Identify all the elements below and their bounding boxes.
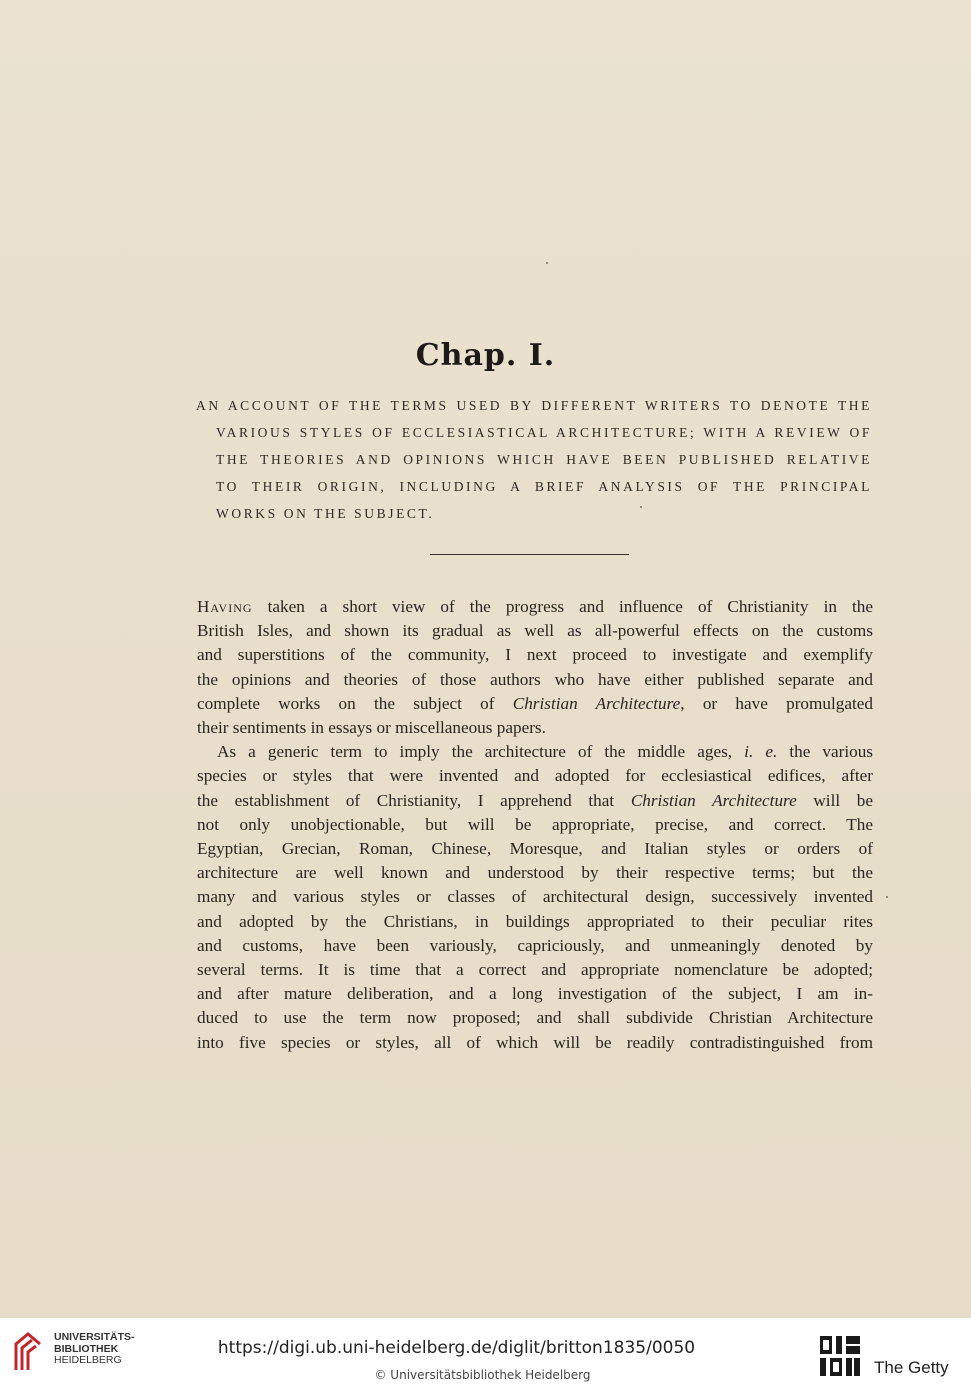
paragraph-line: several terms. It is time that a correct and appropriate nomenclature be adopted; <box>197 960 873 980</box>
paragraph-line: British Isles, and shown its gradual as well as all-powerful effects on the customs <box>197 621 873 641</box>
italic-term: i. e. <box>744 742 778 762</box>
section-divider <box>430 554 629 555</box>
chapter-heading: Chap. I. <box>415 338 556 373</box>
summary-line: VARIOUS STYLES OF ECCLESIASTICAL ARCHITECTURE; WITH A REVIEW OF <box>216 425 872 440</box>
paragraph-line: architecture are well known and understood by their respective terms; but the <box>197 863 873 883</box>
paragraph-line: Egyptian, Grecian, Roman, Chinese, Moresque, and Italian styles or orders of <box>197 839 873 859</box>
summary-line: WORKS ON THE SUBJECT. <box>216 506 435 521</box>
paragraph-line: species or styles that were invented and adopted for ecclesiastical edifices, after <box>197 766 873 786</box>
opening-word: Having <box>197 597 253 616</box>
paragraph-line: Having taken a short view of the progress and influence of Christianity in the <box>197 597 873 616</box>
paragraph-line: and superstitions of the community, I next proceed to investigate and exemplify <box>197 645 873 665</box>
chapter-summary <box>196 392 872 527</box>
paragraph-line: and adopted by the Christians, in buildings appropriated to their peculiar rites <box>197 911 873 931</box>
paragraph-line: not only unobjectionable, but will be appropriate, precise, and correct. The <box>197 814 873 834</box>
permalink-url[interactable]: https://digi.ub.uni-heidelberg.de/diglit/britton1835/0050 <box>217 1338 696 1358</box>
library-name[interactable]: UNIVERSITÄTS- BIBLIOTHEK HEIDELBERG <box>54 1331 135 1366</box>
paper-speck <box>886 896 888 898</box>
paragraph-line: As a generic term to imply the architecture of the middle ages, i. e. the various <box>217 742 873 762</box>
italic-term: Christian Architecture <box>512 693 681 713</box>
getty-logo-icon[interactable] <box>818 1334 862 1378</box>
summary-line: AN ACCOUNT OF THE TERMS USED BY DIFFERENT WRITERS TO DENOTE THE <box>196 398 872 413</box>
chapter-body <box>197 595 873 1055</box>
paragraph-line: complete works on the subject of Christian Architecture, or have promulgated <box>197 693 873 713</box>
paragraph-line: their sentiments in essays or miscellaneous papers. <box>197 718 546 738</box>
paragraph-line: the establishment of Christianity, I apprehend that Christian Architecture will be <box>197 790 873 810</box>
paragraph-line: many and various styles or classes of architectural design, successively invented <box>197 887 873 907</box>
viewer-footer <box>0 1318 971 1392</box>
paragraph-line: into five species or styles, all of which will be readily contradistinguished from <box>197 1032 873 1052</box>
paragraph-line: duced to use the term now proposed; and shall subdivide Christian Architecture <box>197 1008 873 1028</box>
summary-line: THE THEORIES AND OPINIONS WHICH HAVE BEEN PUBLISHED RELATIVE <box>216 452 872 467</box>
summary-line: TO THEIR ORIGIN, INCLUDING A BRIEF ANALYSIS OF THE PRINCIPAL <box>216 479 872 494</box>
paragraph-line: and customs, have been variously, capriciously, and unmeaningly denoted by <box>197 935 873 955</box>
paragraph-line: the opinions and theories of those authors who have either published separate and <box>197 669 873 689</box>
paragraph-line: and after mature deliberation, and a long investigation of the subject, I am in- <box>197 984 873 1004</box>
copyright-notice: © Universitätsbibliothek Heidelberg <box>374 1368 591 1382</box>
italic-term: Christian Architecture <box>630 790 797 810</box>
paper-speck <box>546 262 548 264</box>
getty-name[interactable]: The Getty <box>874 1358 949 1377</box>
